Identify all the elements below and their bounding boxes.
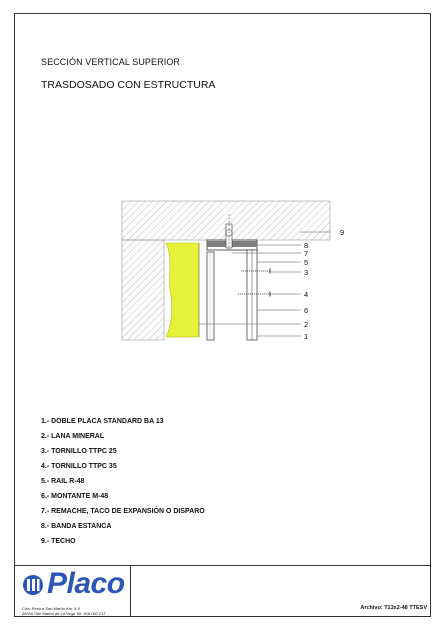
callout-8: 8 (304, 241, 309, 250)
address-line-1: Crta. Pinto a San Martín Km. 8,9 (22, 606, 80, 611)
legend-item-8: 8.- BANDA ESTANCA (41, 523, 112, 530)
legend-item-7: 7.- REMACHE, TACO DE EXPANSIÓN O DISPARO (41, 508, 205, 515)
legend-item-4: 4.- TORNILLO TTPC 35 (41, 463, 117, 470)
stud-m48 (207, 252, 214, 340)
drawing-subtitle: TRASDOSADO CON ESTRUCTURA (41, 79, 216, 91)
callout-4: 4 (304, 290, 309, 299)
section-title: SECCIÓN VERTICAL SUPERIOR (41, 57, 181, 67)
address-line-2: 28330 San Martín de La Vega Tel: 918 087 217 (22, 611, 106, 616)
file-reference: Archivo: T13x2-48 TTESV (360, 605, 427, 611)
masonry-wall (122, 240, 164, 340)
leader-lines (199, 232, 331, 336)
callout-6: 6 (304, 306, 309, 315)
callout-1: 1 (304, 332, 309, 341)
legend-list (41, 418, 205, 553)
placo-logo-icon (22, 573, 44, 597)
legend-item-2: 2.- LANA MINERAL (41, 433, 105, 440)
legend-item-3: 3.- TORNILLO TTPC 25 (41, 448, 117, 455)
legend-item-1: 1.- DOBLE PLACA STANDARD BA 13 (41, 418, 164, 425)
footer-title-block (14, 565, 431, 617)
brand-logo-text: Placo (47, 567, 125, 600)
legend-item-9: 9.- TECHO (41, 538, 76, 545)
footer-divider (130, 566, 131, 617)
legend-item-5: 5.- RAIL R-48 (41, 478, 85, 485)
callout-7: 7 (304, 249, 309, 258)
callout-5: 5 (304, 258, 309, 267)
mineral-wool (166, 243, 199, 337)
callout-2: 2 (304, 320, 309, 329)
callout-3: 3 (304, 268, 309, 277)
legend-item-6: 6.- MONTANTE M-48 (41, 493, 109, 500)
company-address (22, 606, 106, 616)
callout-9: 9 (340, 228, 345, 237)
